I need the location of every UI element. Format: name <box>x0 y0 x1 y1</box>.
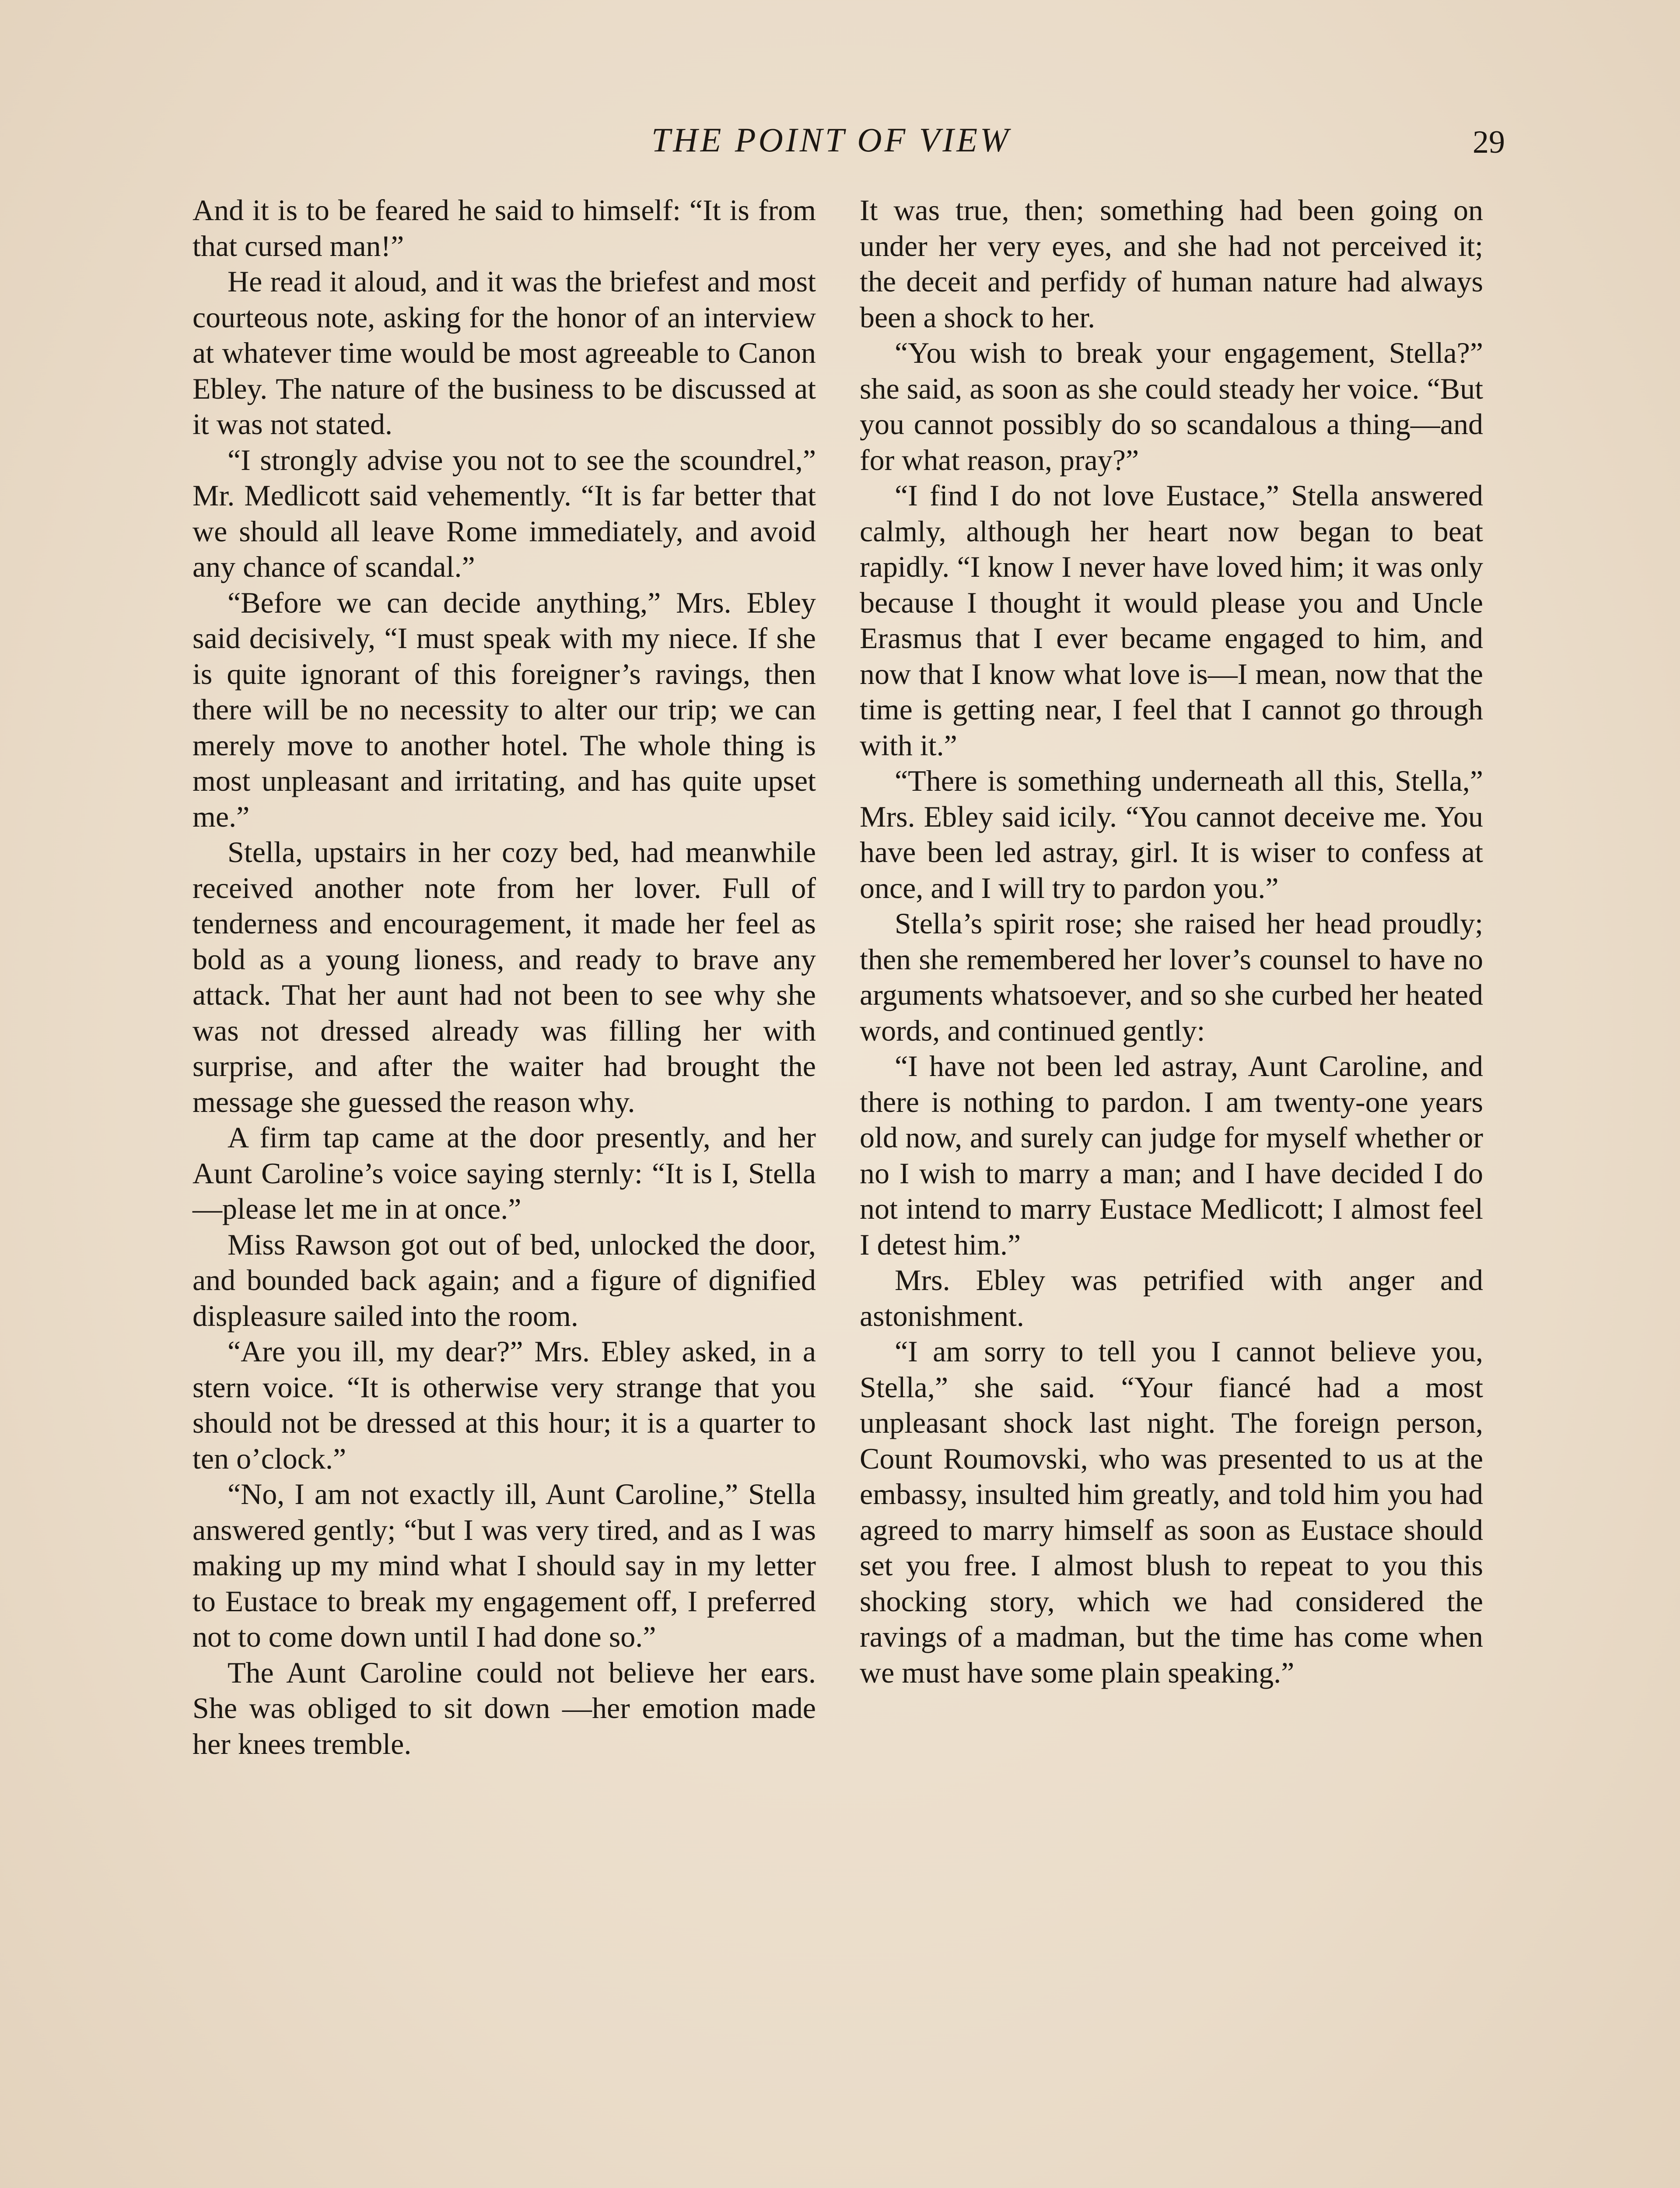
paragraph: Stella’s spirit rose; she raised her head proudly; then she remembered her lover’s counsel to have no arguments whatsoever, and so she curbed her heated words, and continued gently: <box>860 907 1483 1047</box>
paragraph: “You wish to break your engagement, Stella?” she said, as soon as she could steady her voice. “But you cannot possibly do so scandalous a thing—and for what reason, pray?” <box>860 336 1483 477</box>
paragraph: Mrs. Ebley was petrified with anger and astonishment. <box>860 1263 1483 1332</box>
paragraph: “No, I am not exactly ill, Aunt Caroline,” Stella answered gently; “but I was very tired, and as I was making up my mind what I should say in my letter to Eustace to break my engagement off, I preferred not to come down until I had done so.” <box>192 1477 816 1653</box>
paragraph: A firm tap came at the door presently, and her Aunt Caroline’s voice saying sternly: “It is I, Stella—please let me in at once.” <box>192 1121 816 1225</box>
right-column <box>860 193 1483 1690</box>
paragraph: “There is something underneath all this, Stella,” Mrs. Ebley said icily. “You cannot deceive me. You have been led astray, girl. It is wiser to confess at once, and I will try to pardon you.” <box>860 764 1483 905</box>
running-title: THE POINT OF VIEW <box>651 121 1011 159</box>
paragraph: “Before we can decide anything,” Mrs. Ebley said decisively, “I must speak with my niece. If she is quite ignorant of this foreigner’s ravings, then there will be no necessity to alter our trip; we can merely move to another hotel. The whole thing is most unpleasant and irritating, and has quite upset me.” <box>192 586 816 833</box>
paragraph: Stella, upstairs in her cozy bed, had meanwhile received another note from her lover. Full of tenderness and encouragement, it made her feel as bold as a young lioness, and ready to brave any attack. That her aunt had not been to see why she was not dressed already was filling her with surprise, and after the waiter had brought the message she guessed the reason why. <box>192 835 816 1119</box>
paragraph: “I am sorry to tell you I cannot believe you, Stella,” she said. “Your fiancé had a most unpleasant shock last night. The foreign person, Count Roumovski, who was presented to us at the embassy, insulted him greatly, and told him you had agreed to marry himself as soon as Eustace should set you free. I almost blush to repeat to you this shocking story, which we had considered the ravings of a madman, but the time has come when we must have some plain speaking.” <box>860 1335 1483 1689</box>
page-number: 29 <box>1473 124 1505 160</box>
paragraph: Miss Rawson got out of bed, unlocked the door, and bounded back again; and a figure of dignified displeasure sailed into the room. <box>192 1227 816 1332</box>
paragraph: “I strongly advise you not to see the scoundrel,” Mr. Medlicott said vehemently. “It is far better that we should all leave Rome immediately, and avoid any chance of scandal.” <box>192 443 816 583</box>
paragraph: “Are you ill, my dear?” Mrs. Ebley asked, in a stern voice. “It is otherwise very strange that you should not be dressed at this hour; it is a quarter to ten o’clock.” <box>192 1335 816 1475</box>
paragraph: “I find I do not love Eustace,” Stella answered calmly, although her heart now began to beat rapidly. “I know I never have loved him; it was only because I thought it would please you and Uncle Erasmus that I ever became engaged to him, and now that I know what love is—I mean, now that the time is getting near, I feel that I cannot go through with it.” <box>860 479 1483 762</box>
left-column <box>192 193 816 1762</box>
paragraph: And it is to be feared he said to himself: “It is from that cursed man!” <box>192 193 816 263</box>
paragraph: “I have not been led astray, Aunt Caroline, and there is nothing to pardon. I am twenty-one years old now, and surely can judge for myself whether or no I wish to marry a man; and I have decided I do not intend to marry Eustace Medlicott; I almost feel I detest him.” <box>860 1049 1483 1261</box>
paragraph: It was true, then; something had been going on under her very eyes, and she had not perceived it; the deceit and perfidy of human nature had always been a shock to her. <box>860 193 1483 334</box>
paragraph: He read it aloud, and it was the briefest and most courteous note, asking for the honor of an interview at whatever time would be most agreeable to Canon Ebley. The nature of the business to be discussed at it was not stated. <box>192 265 816 441</box>
paragraph: The Aunt Caroline could not believe her ears. She was obliged to sit down —her emotion made her knees tremble. <box>192 1655 816 1760</box>
